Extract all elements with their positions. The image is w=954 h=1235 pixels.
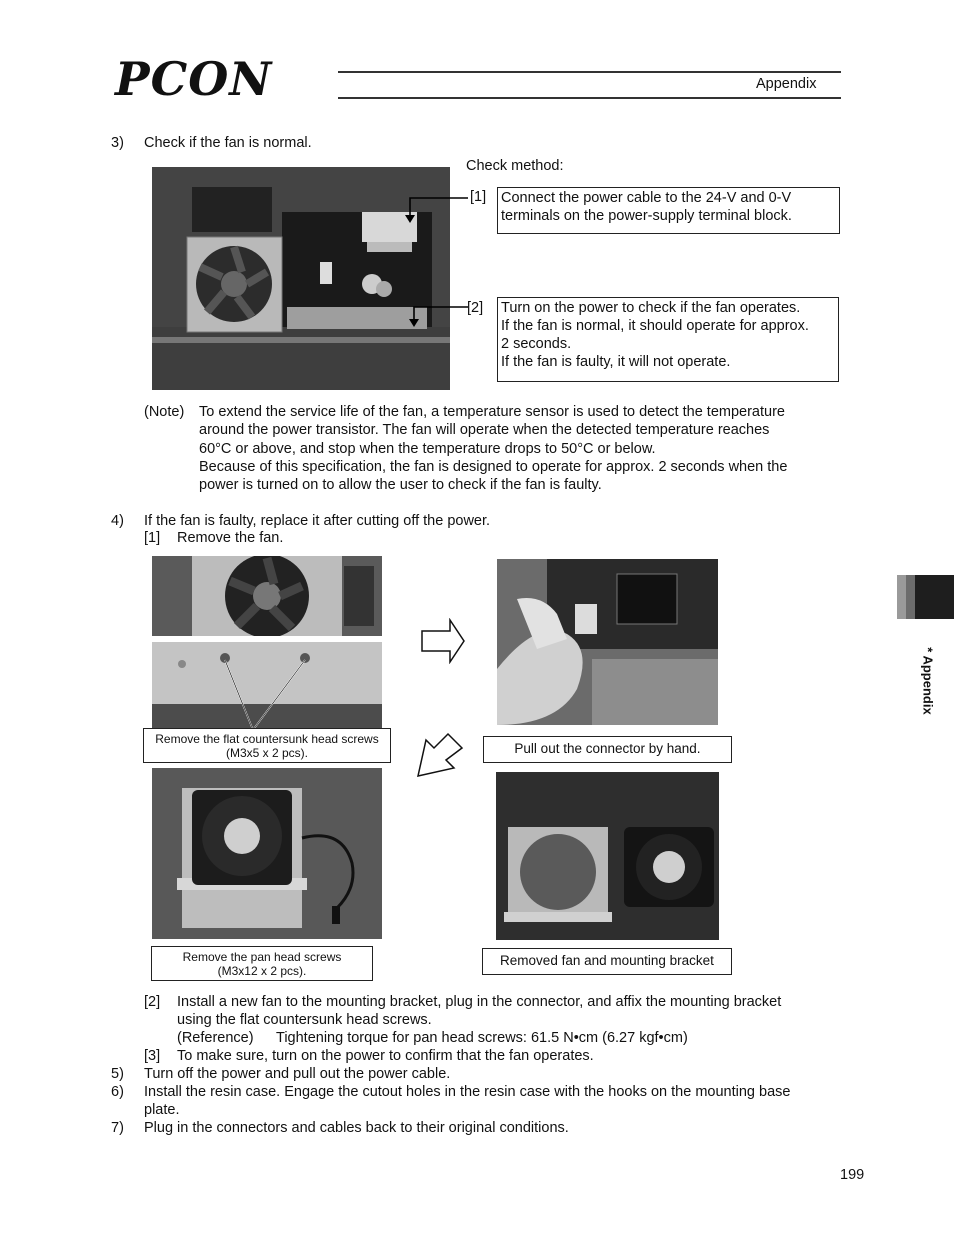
step4-sub3-text: To make sure, turn on the power to confirm that the fan operates. (177, 1048, 594, 1064)
callout1-marker: [1] (470, 189, 487, 205)
step3-text: Check if the fan is normal. (144, 135, 312, 151)
callout2-marker: [2] (467, 300, 484, 316)
step4-number: 4) (111, 513, 124, 529)
reference-text: Tightening torque for pan head screws: 61.5 N•cm (6.27 kgf•cm) (276, 1030, 688, 1046)
screw-pointer-lines (215, 650, 325, 732)
pcon-logo: PCON (115, 52, 273, 106)
caption-flat-screws (143, 728, 391, 763)
header-rule-bottom (338, 97, 841, 99)
fan-pan-screws-photo (152, 768, 382, 939)
callout2-line: If the fan is faulty, it will not operate. (501, 354, 731, 370)
step6-line: plate. (144, 1102, 180, 1118)
callout-leaders (400, 185, 500, 335)
note-body (199, 403, 787, 494)
check-method-label: Check method: (466, 158, 564, 174)
reference-label: (Reference) (177, 1030, 254, 1046)
caption-line: (M3x5 x 2 pcs). (225, 746, 309, 760)
removed-fan-photo (496, 772, 719, 940)
step4-sub2-marker: [2] (144, 994, 161, 1010)
step7-number: 7) (111, 1120, 124, 1136)
step4-sub2-line: using the flat countersunk head screws. (177, 1012, 432, 1028)
step3-number: 3) (111, 135, 124, 151)
caption-line: Remove the flat countersunk head screws (155, 732, 379, 746)
page-number: 199 (840, 1167, 865, 1183)
step6-number: 6) (111, 1084, 124, 1100)
fan-bracket-photo-top (152, 556, 382, 636)
header-section-title: Appendix (756, 76, 817, 92)
arrow-right-icon (420, 618, 466, 664)
callout1-line: Connect the power cable to the 24-V and 0-V (501, 190, 792, 206)
note-line: To extend the service life of the fan, a temperature sensor is used to detect the temperature (199, 404, 785, 420)
step5-number: 5) (111, 1066, 124, 1082)
callout2-line: Turn on the power to check if the fan operates. (501, 300, 801, 316)
step4-sub1-marker: [1] (144, 530, 161, 546)
callout1-box (497, 187, 840, 234)
connector-photo (497, 559, 718, 725)
step4-sub2-line: Install a new fan to the mounting bracket, plug in the connector, and affix the mounting bracket (177, 994, 782, 1010)
note-line: around the power transistor. The fan will operate when the detected temperature reaches (199, 422, 770, 439)
arrow-down-left-icon (414, 732, 466, 780)
note-label: (Note) (144, 404, 185, 420)
caption-connector: Pull out the connector by hand. (483, 736, 732, 763)
caption-removed: Removed fan and mounting bracket (482, 948, 732, 975)
caption-pan-screws (151, 946, 373, 981)
step4-text: If the fan is faulty, replace it after cutting off the power. (144, 513, 491, 529)
step6-line: Install the resin case. Engage the cutout holes in the resin case with the hooks on the mounting base (144, 1084, 791, 1100)
step4-sub3-marker: [3] (144, 1048, 161, 1064)
step4-sub1-text: Remove the fan. (177, 530, 284, 546)
callout1-line: terminals on the power-supply terminal block. (501, 208, 792, 224)
note-line: 60°C or above, and stop when the temperature drops to 50°C or below. (199, 440, 656, 457)
header-rule-top (338, 71, 841, 73)
step5-text: Turn off the power and pull out the power cable. (144, 1066, 451, 1082)
side-tab-label: * Appendix (920, 647, 936, 715)
step7-text: Plug in the connectors and cables back to their original conditions. (144, 1120, 569, 1136)
note-line: Because of this specification, the fan is designed to operate for approx. 2 seconds when the (199, 458, 788, 475)
callout2-line: 2 seconds. (501, 336, 572, 352)
caption-line: Remove the pan head screws (182, 950, 342, 964)
callout2-box (497, 297, 839, 382)
caption-line: (M3x12 x 2 pcs). (217, 964, 307, 978)
note-line: power is turned on to allow the user to check if the fan is faulty. (199, 477, 602, 494)
step4-sub2-body (177, 993, 781, 1029)
side-tab (897, 575, 954, 619)
step6-body (144, 1083, 790, 1119)
callout2-line: If the fan is normal, it should operate for approx. (501, 318, 809, 334)
